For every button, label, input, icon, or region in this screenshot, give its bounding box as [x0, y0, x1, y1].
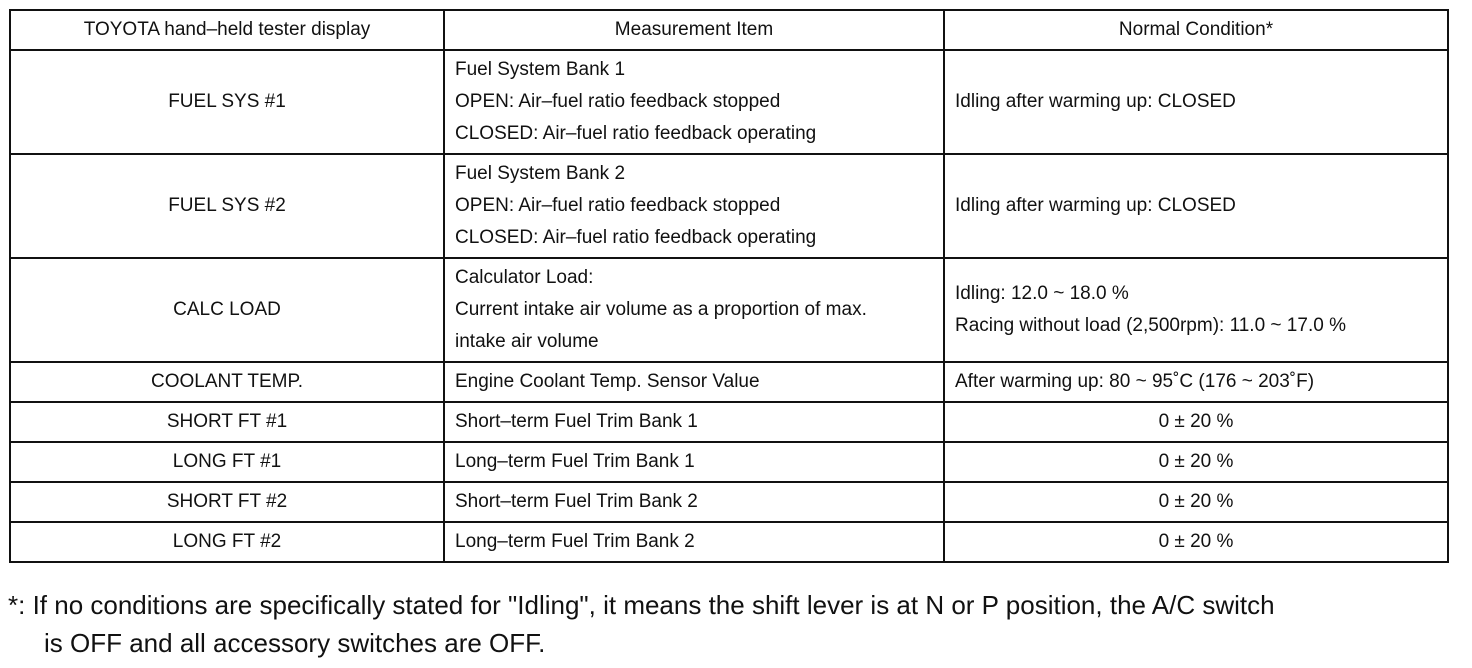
condition-cell: 0 ± 20 %	[944, 522, 1448, 562]
header-measurement: Measurement Item	[444, 10, 944, 50]
measurement-cell	[444, 50, 944, 154]
measurement-line: Fuel System Bank 1	[455, 59, 626, 80]
header-display: TOYOTA hand–held tester display	[10, 10, 444, 50]
condition-line: Racing without load (2,500rpm): 11.0 ~ 17.0 %	[955, 315, 1346, 336]
table-row	[10, 402, 1448, 442]
header-condition: Normal Condition*	[944, 10, 1448, 50]
table-row	[10, 258, 1448, 362]
measurement-line: OPEN: Air–fuel ratio feedback stopped	[455, 195, 781, 216]
table-row	[10, 442, 1448, 482]
table-row	[10, 50, 1448, 154]
measurement-cell: Long–term Fuel Trim Bank 1	[444, 442, 944, 482]
display-cell: SHORT FT #2	[10, 482, 444, 522]
table-row	[10, 362, 1448, 402]
condition-cell: 0 ± 20 %	[944, 442, 1448, 482]
table-row	[10, 154, 1448, 258]
measurement-line: CLOSED: Air–fuel ratio feedback operating	[455, 123, 817, 144]
spec-table	[9, 9, 1449, 563]
measurement-cell: Long–term Fuel Trim Bank 2	[444, 522, 944, 562]
condition-cell	[944, 154, 1448, 258]
measurement-line: Fuel System Bank 2	[455, 163, 626, 184]
display-cell: COOLANT TEMP.	[10, 362, 444, 402]
measurement-line: Calculator Load:	[455, 267, 594, 288]
condition-cell: After warming up: 80 ~ 95˚C (176 ~ 203˚F)	[944, 362, 1448, 402]
measurement-line: Current intake air volume as a proportion of max.	[455, 299, 867, 320]
table-row	[10, 482, 1448, 522]
display-cell: FUEL SYS #2	[10, 154, 444, 258]
header-row	[10, 10, 1448, 50]
display-cell: LONG FT #1	[10, 442, 444, 482]
measurement-line: intake air volume	[455, 331, 599, 352]
measurement-line: OPEN: Air–fuel ratio feedback stopped	[455, 91, 781, 112]
condition-line: Idling after warming up: CLOSED	[955, 195, 1236, 216]
display-cell: CALC LOAD	[10, 258, 444, 362]
footnote-line-1: *: If no conditions are specifically stated for "Idling", it means the shift lever is at N or P position, the A/C switch	[8, 590, 1275, 620]
condition-cell	[944, 258, 1448, 362]
display-cell: FUEL SYS #1	[10, 50, 444, 154]
measurement-cell: Engine Coolant Temp. Sensor Value	[444, 362, 944, 402]
footnote-line-2: is OFF and all accessory switches are OFF.	[44, 628, 546, 658]
footnote	[8, 586, 1464, 662]
measurement-cell: Short–term Fuel Trim Bank 1	[444, 402, 944, 442]
measurement-cell	[444, 258, 944, 362]
condition-line: Idling after warming up: CLOSED	[955, 91, 1236, 112]
condition-cell: 0 ± 20 %	[944, 482, 1448, 522]
measurement-line: CLOSED: Air–fuel ratio feedback operating	[455, 227, 817, 248]
display-cell: LONG FT #2	[10, 522, 444, 562]
condition-cell	[944, 50, 1448, 154]
condition-cell: 0 ± 20 %	[944, 402, 1448, 442]
table-row	[10, 522, 1448, 562]
display-cell: SHORT FT #1	[10, 402, 444, 442]
condition-line: Idling: 12.0 ~ 18.0 %	[955, 283, 1129, 304]
measurement-cell	[444, 154, 944, 258]
measurement-cell: Short–term Fuel Trim Bank 2	[444, 482, 944, 522]
